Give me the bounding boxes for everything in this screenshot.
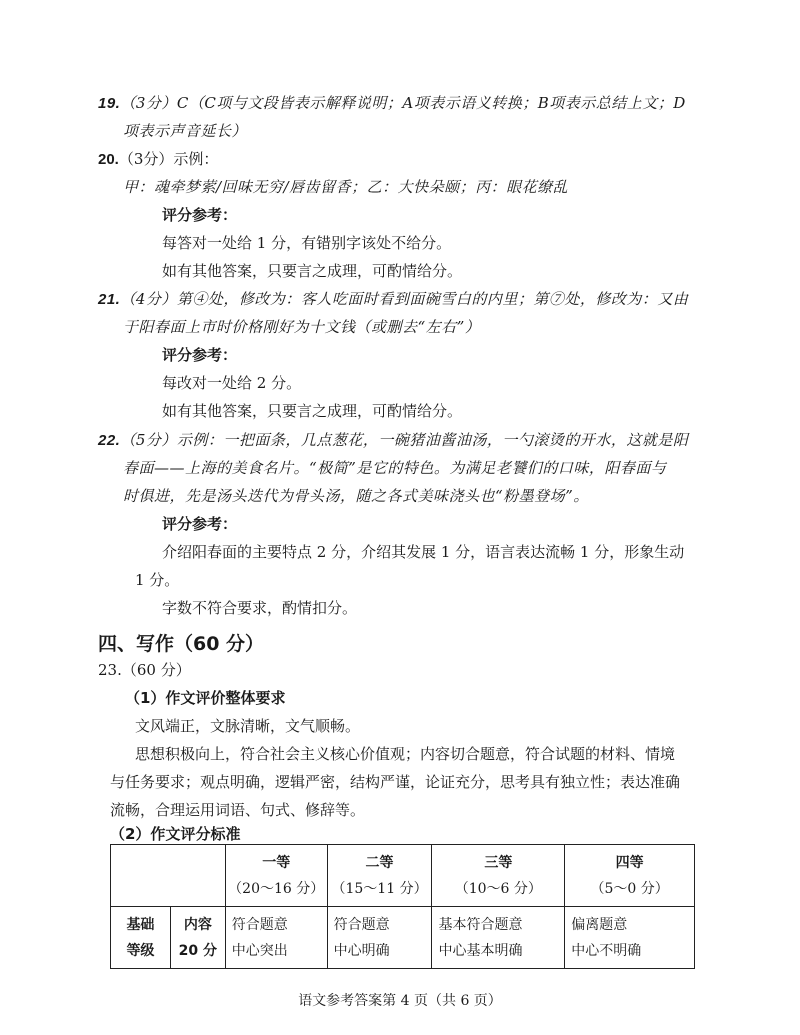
q22-number: 22. — [98, 432, 121, 449]
grade-header-2: 二等 （15～11 分） — [327, 845, 432, 907]
grade-header-4: 四等 （5～0 分） — [565, 845, 695, 907]
grade-2-content-cell: 符合题意 中心明确 — [327, 907, 432, 969]
page-footer: 语文参考答案第 4 页（共 6 页） — [298, 993, 502, 1009]
q20-ref-title: 评分参考： — [162, 206, 238, 224]
q19-number: 19. — [98, 95, 121, 112]
q21-line1 — [98, 289, 688, 310]
grade-header-3: 三等 （10～6 分） — [432, 845, 565, 907]
grade-4-content-cell: 偏离题意 中心不明确 — [565, 907, 695, 969]
section4-p2b: 与任务要求；观点明确，逻辑严密，结构严谨，论证充分，思考具有独立性；表达准确 — [110, 773, 681, 791]
row-label-content: 内容 20 分 — [170, 907, 225, 969]
table-header-row — [111, 845, 695, 907]
section4-p1: 文风端正，文脉清晰，文气顺畅。 — [135, 717, 361, 735]
subsection-2-title: （2）作文评分标准 — [110, 825, 241, 843]
q22-ref-title: 评分参考： — [162, 515, 238, 533]
q20-head-text: （3分）示例： — [118, 150, 219, 168]
grade-1-content-cell: 符合题意 中心突出 — [225, 907, 327, 969]
section-title: 四、写作（60 分） — [98, 633, 265, 655]
subsection-1-title: （1）作文评价整体要求 — [125, 689, 286, 707]
q22-ref1: 介绍阳春面的主要特点 2 分，介绍其发展 1 分，语言表达流畅 1 分，形象生动 — [162, 543, 685, 561]
table-corner-cell — [111, 845, 226, 907]
q21-line2: 于阳春面上市时价格刚好为十文钱（或删去“左右”） — [123, 318, 481, 336]
row-label-basic-level: 基础 等级 — [111, 907, 171, 969]
q21-ref-title: 评分参考： — [162, 346, 238, 364]
q20-number: 20. — [98, 151, 119, 168]
q21-number: 21. — [98, 291, 121, 308]
grade-header-1: 一等 （20～16 分） — [225, 845, 327, 907]
q22-line3: 时俱进，先是汤头迭代为骨头汤，随之各式美味浇头也“粉墨登场”。 — [123, 487, 589, 505]
grade-3-content-cell: 基本符合题意 中心基本明确 — [432, 907, 565, 969]
q22-ref2: 字数不符合要求，酌情扣分。 — [162, 599, 358, 617]
q19-line2: 项表示声音延长） — [123, 122, 248, 140]
grading-table — [110, 844, 695, 969]
q21-text: （4分）第④处，修改为：客人吃面时看到面碗雪白的内里；第⑦处，修改为：又由 — [120, 290, 689, 308]
q23-head: 23.（60 分） — [98, 661, 191, 679]
q20-answer: 甲：魂牵梦萦/回味无穷/唇齿留香；乙：大快朵颐；丙：眼花缭乱 — [123, 178, 569, 196]
q22-line1 — [98, 430, 688, 451]
section4-p2c: 流畅，合理运用词语、句式、修辞等。 — [110, 801, 366, 819]
q19-line1 — [98, 93, 686, 114]
q21-ref1: 每改对一处给 2 分。 — [162, 374, 302, 392]
section4-p2a: 思想积极向上，符合社会主义核心价值观；内容切合题意，符合试题的材料、情境 — [135, 745, 676, 763]
table-row — [111, 907, 695, 969]
q21-ref2: 如有其他答案，只要言之成理，可酌情给分。 — [162, 402, 463, 420]
q22-text: （5分）示例：一把面条，几点葱花，一碗猪油酱油汤，一勺滚烫的开水，这就是阳 — [120, 431, 689, 449]
q22-line2: 春面——上海的美食名片。“极简”是它的特色。为满足老饕们的口味，阳春面与 — [123, 459, 667, 477]
q19-text: （3分）C（C项与文段皆表示解释说明；A项表示语义转换；B项表示总结上文；D — [120, 94, 686, 112]
q20-ref2: 如有其他答案，只要言之成理，可酌情给分。 — [162, 262, 463, 280]
q22-ref1b: 1 分。 — [135, 571, 180, 589]
q20-ref1: 每答对一处给 1 分，有错别字该处不给分。 — [162, 234, 452, 252]
q20-head — [98, 149, 218, 170]
